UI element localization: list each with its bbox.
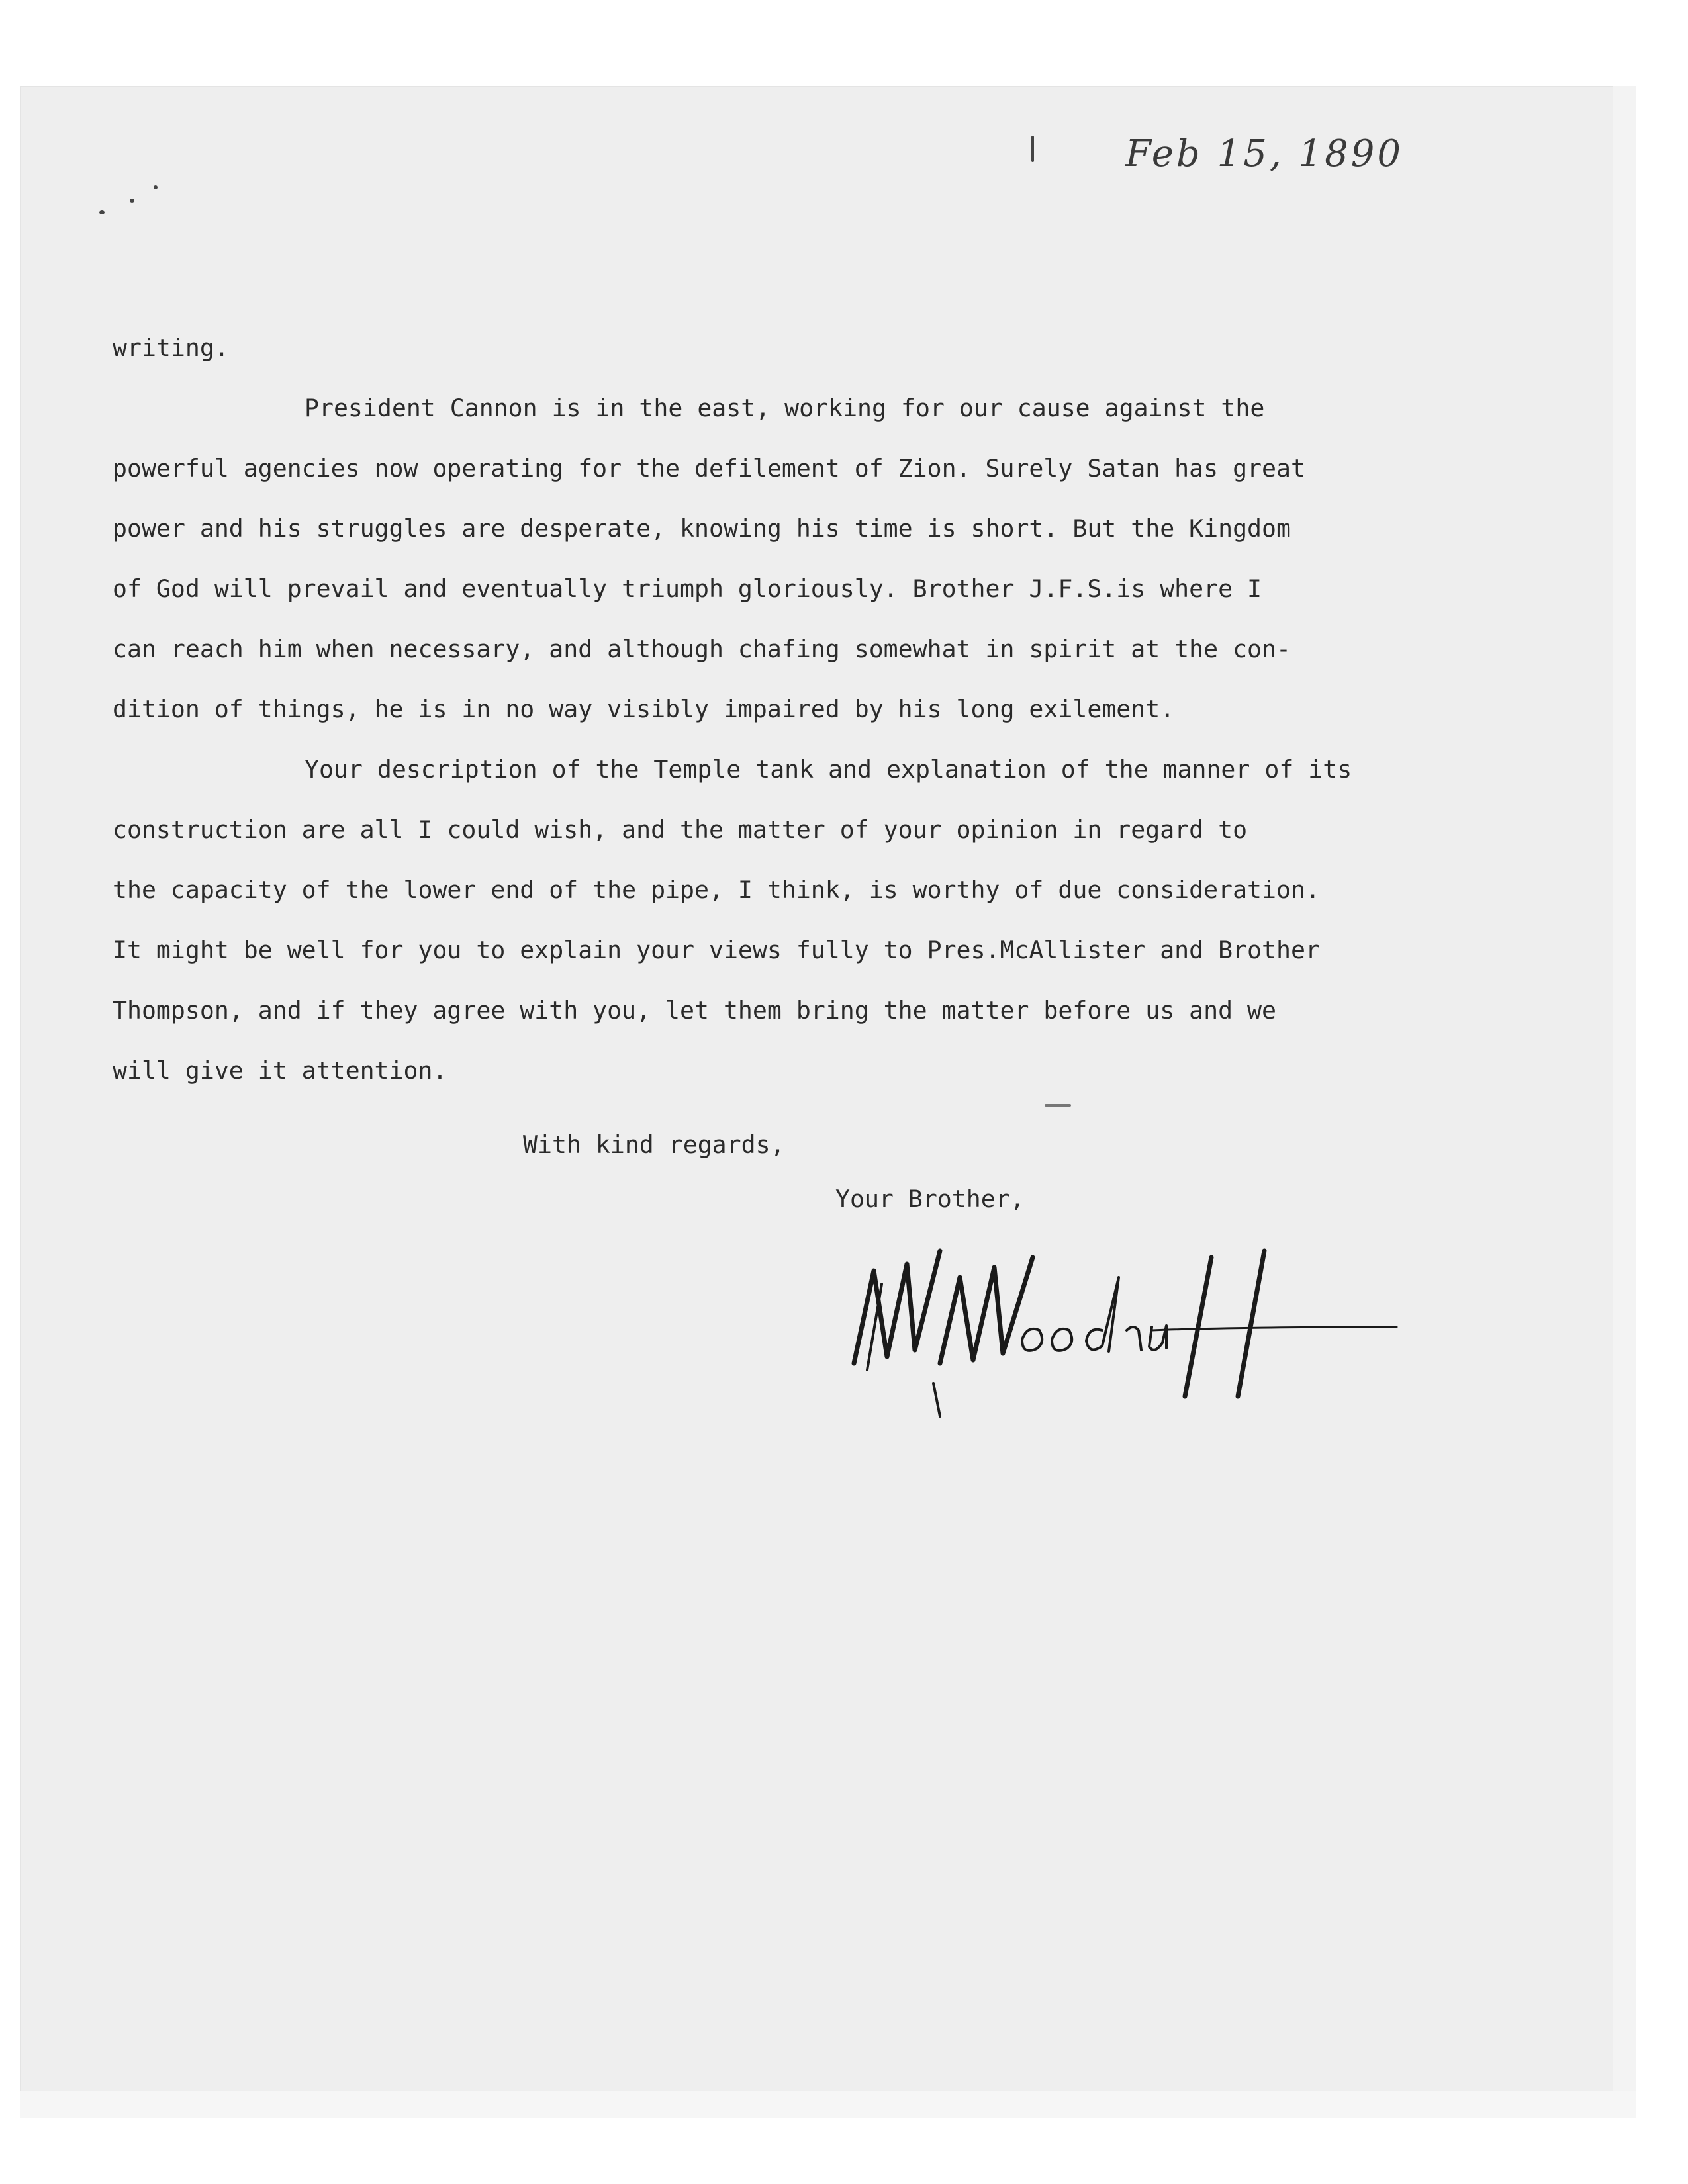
letter-line: It might be well for you to explain your views fully to Pres.McAllister and Brother [113, 936, 1320, 964]
letter-line: writing. [113, 334, 229, 362]
scan-speck [1045, 1104, 1071, 1107]
letter-body [113, 318, 1582, 1101]
scan-speck [130, 199, 134, 203]
letter-line: Your description of the Temple tank and explanation of the manner of its [305, 755, 1352, 784]
letter-line: President Cannon is in the east, working for our cause against the [305, 394, 1265, 422]
handwritten-date: Feb 15, 1890 [1125, 132, 1403, 175]
signature-text: W Woodruff [841, 1222, 894, 1234]
letter-line: of God will prevail and eventually triumph gloriously. Brother J.F.S.is where I [113, 574, 1262, 603]
scan-speck [1031, 136, 1034, 162]
letter-line: power and his struggles are desperate, knowing his time is short. But the Kingdom [113, 514, 1291, 543]
letter-line: dition of things, he is in no way visibly impaired by his long exilement. [113, 695, 1175, 723]
signature [841, 1222, 1410, 1403]
page-edge [1613, 86, 1636, 2118]
letter-line: Thompson, and if they agree with you, let them bring the matter before us and we [113, 996, 1276, 1024]
letter-line: can reach him when necessary, and although chafing somewhat in spirit at the con- [113, 635, 1291, 663]
letter-line: powerful agencies now operating for the defilement of Zion. Surely Satan has great [113, 454, 1305, 482]
letter-line: the capacity of the lower end of the pipe, I think, is worthy of due consideration. [113, 876, 1320, 904]
complimentary-close: Your Brother, [835, 1185, 1025, 1213]
scan-speck [154, 185, 158, 189]
closing: With kind regards, [523, 1130, 785, 1159]
letter-line: construction are all I could wish, and the matter of your opinion in regard to [113, 815, 1248, 844]
letter-line: will give it attention. [113, 1056, 447, 1085]
scan-speck [99, 210, 105, 214]
page-bottom-edge [20, 2091, 1636, 2118]
